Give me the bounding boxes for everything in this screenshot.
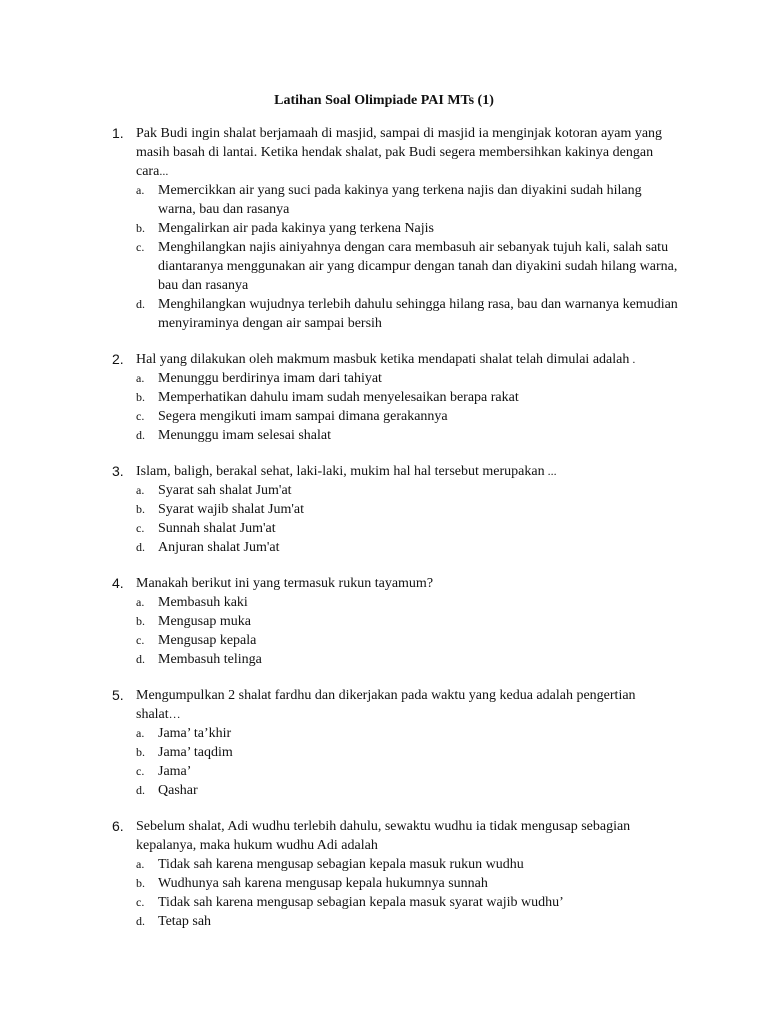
option-letter: c. <box>136 521 145 535</box>
option-b <box>112 874 682 893</box>
option-letter: a. <box>136 483 145 497</box>
question-tail: . <box>629 352 636 366</box>
question-text: Pak Budi ingin shalat berjamaah di masjid, sampai di masjid ia menginjak kotoran ayam yang masih basah di lantai. Ketika hendak shalat, pak Budi segera membersihkan kakinya dengan cara... <box>136 126 663 179</box>
option-letter: d. <box>136 428 145 442</box>
question-tail: ... <box>544 464 557 478</box>
option-letter: b. <box>136 390 145 404</box>
option-a <box>112 855 682 874</box>
option-a <box>112 181 682 219</box>
option-letter: b. <box>136 745 145 759</box>
option-text: Menghilangkan najis ainiyahnya dengan cara membasuh air sebanyak tujuh kali, salah satu diantaranya menggunakan air yang dicampur dengan tanah dan diyakini sudah hilang warna, bau dan rasanya <box>158 240 678 293</box>
option-text: Tetap sah <box>158 914 212 929</box>
option-text: Tidak sah karena mengusap sebagian kepala masuk rukun wudhu <box>158 857 524 872</box>
option-letter: a. <box>136 595 145 609</box>
option-list <box>112 481 682 557</box>
option-text: Jama’ ta’khir <box>158 726 232 741</box>
option-text: Tidak sah karena mengusap sebagian kepala masuk syarat wajib wudhu’ <box>158 895 564 910</box>
option-d <box>112 912 682 931</box>
option-c <box>112 238 682 295</box>
option-list <box>112 724 682 800</box>
option-text: Membasuh telinga <box>158 652 262 667</box>
option-text: Memperhatikan dahulu imam sudah menyelesaikan berapa rakat <box>158 390 519 405</box>
option-d <box>112 538 682 557</box>
option-b <box>112 500 682 519</box>
option-text: Menunggu berdirinya imam dari tahiyat <box>158 371 382 386</box>
option-c <box>112 893 682 912</box>
option-letter: a. <box>136 183 145 197</box>
option-letter: d. <box>136 914 145 928</box>
option-text: Jama’ taqdim <box>158 745 233 760</box>
option-c <box>112 762 682 781</box>
question-6 <box>112 817 682 931</box>
option-text: Menunggu imam selesai shalat <box>158 428 332 443</box>
question-text: Sebelum shalat, Adi wudhu terlebih dahulu, sewaktu wudhu ia tidak mengusap sebagian kepalanya, maka hukum wudhu Adi adalah <box>136 819 631 853</box>
question-number: 5. <box>112 687 124 703</box>
question-number: 4. <box>112 575 124 591</box>
option-b <box>112 388 682 407</box>
option-d <box>112 781 682 800</box>
question-number: 1. <box>112 125 124 141</box>
question-2 <box>112 350 682 445</box>
option-text: Segera mengikuti imam sampai dimana gerakannya <box>158 409 448 424</box>
option-letter: b. <box>136 614 145 628</box>
option-list <box>112 181 682 333</box>
option-letter: a. <box>136 371 145 385</box>
document-title: Latihan Soal Olimpiade PAI MTs (1) <box>274 93 494 108</box>
question-tail: ... <box>159 164 169 178</box>
option-c <box>112 407 682 426</box>
option-text: Mengalirkan air pada kakinya yang terkena Najis <box>158 221 435 236</box>
option-c <box>112 519 682 538</box>
option-text: Sunnah shalat Jum'at <box>158 521 276 536</box>
option-letter: a. <box>136 857 145 871</box>
option-letter: a. <box>136 726 145 740</box>
question-3 <box>112 462 682 557</box>
option-text: Jama’ <box>158 764 192 779</box>
option-list <box>112 369 682 445</box>
option-letter: b. <box>136 502 145 516</box>
option-letter: c. <box>136 240 145 254</box>
option-text: Menghilangkan wujudnya terlebih dahulu sehingga hilang rasa, bau dan warnanya kemudian menyiraminya dengan air sampai bersih <box>158 297 678 331</box>
option-list <box>112 593 682 669</box>
option-text: Syarat wajib shalat Jum'at <box>158 502 304 517</box>
option-b <box>112 219 682 238</box>
option-text: Mengusap muka <box>158 614 251 629</box>
option-text: Memercikkan air yang suci pada kakinya yang terkena najis dan diyakini sudah hilang warna, bau dan rasanya <box>158 183 642 217</box>
option-text: Membasuh kaki <box>158 595 248 610</box>
option-letter: d. <box>136 297 145 311</box>
option-text: Wudhunya sah karena mengusap kepala hukumnya sunnah <box>158 876 488 891</box>
question-text: Islam, baligh, berakal sehat, laki-laki, mukim hal hal tersebut merupakan ... <box>136 464 557 479</box>
option-d <box>112 650 682 669</box>
option-letter: c. <box>136 764 145 778</box>
option-text: Syarat sah shalat Jum'at <box>158 483 292 498</box>
question-4 <box>112 574 682 669</box>
question-text: Manakah berikut ini yang termasuk rukun tayamum? <box>136 576 434 591</box>
option-a <box>112 369 682 388</box>
option-a <box>112 593 682 612</box>
option-text: Mengusap kepala <box>158 633 257 648</box>
question-text: Mengumpulkan 2 shalat fardhu dan dikerjakan pada waktu yang kedua adalah pengertian shalat… <box>136 688 636 722</box>
option-letter: c. <box>136 409 145 423</box>
question-number: 3. <box>112 463 124 479</box>
option-c <box>112 631 682 650</box>
option-b <box>112 612 682 631</box>
option-letter: d. <box>136 783 145 797</box>
question-list <box>112 124 682 948</box>
option-d <box>112 426 682 445</box>
option-letter: d. <box>136 540 145 554</box>
question-tail: … <box>168 707 181 721</box>
question-1 <box>112 124 682 333</box>
question-text: Hal yang dilakukan oleh makmum masbuk ketika mendapati shalat telah dimulai adalah . <box>136 352 636 367</box>
question-number: 6. <box>112 818 124 834</box>
option-d <box>112 295 682 333</box>
question-number: 2. <box>112 351 124 367</box>
option-letter: b. <box>136 221 145 235</box>
option-letter: c. <box>136 633 145 647</box>
option-letter: b. <box>136 876 145 890</box>
option-a <box>112 481 682 500</box>
option-b <box>112 743 682 762</box>
option-letter: d. <box>136 652 145 666</box>
option-a <box>112 724 682 743</box>
option-text: Qashar <box>158 783 198 798</box>
option-list <box>112 855 682 931</box>
option-text: Anjuran shalat Jum'at <box>158 540 280 555</box>
option-letter: c. <box>136 895 145 909</box>
question-5 <box>112 686 682 800</box>
